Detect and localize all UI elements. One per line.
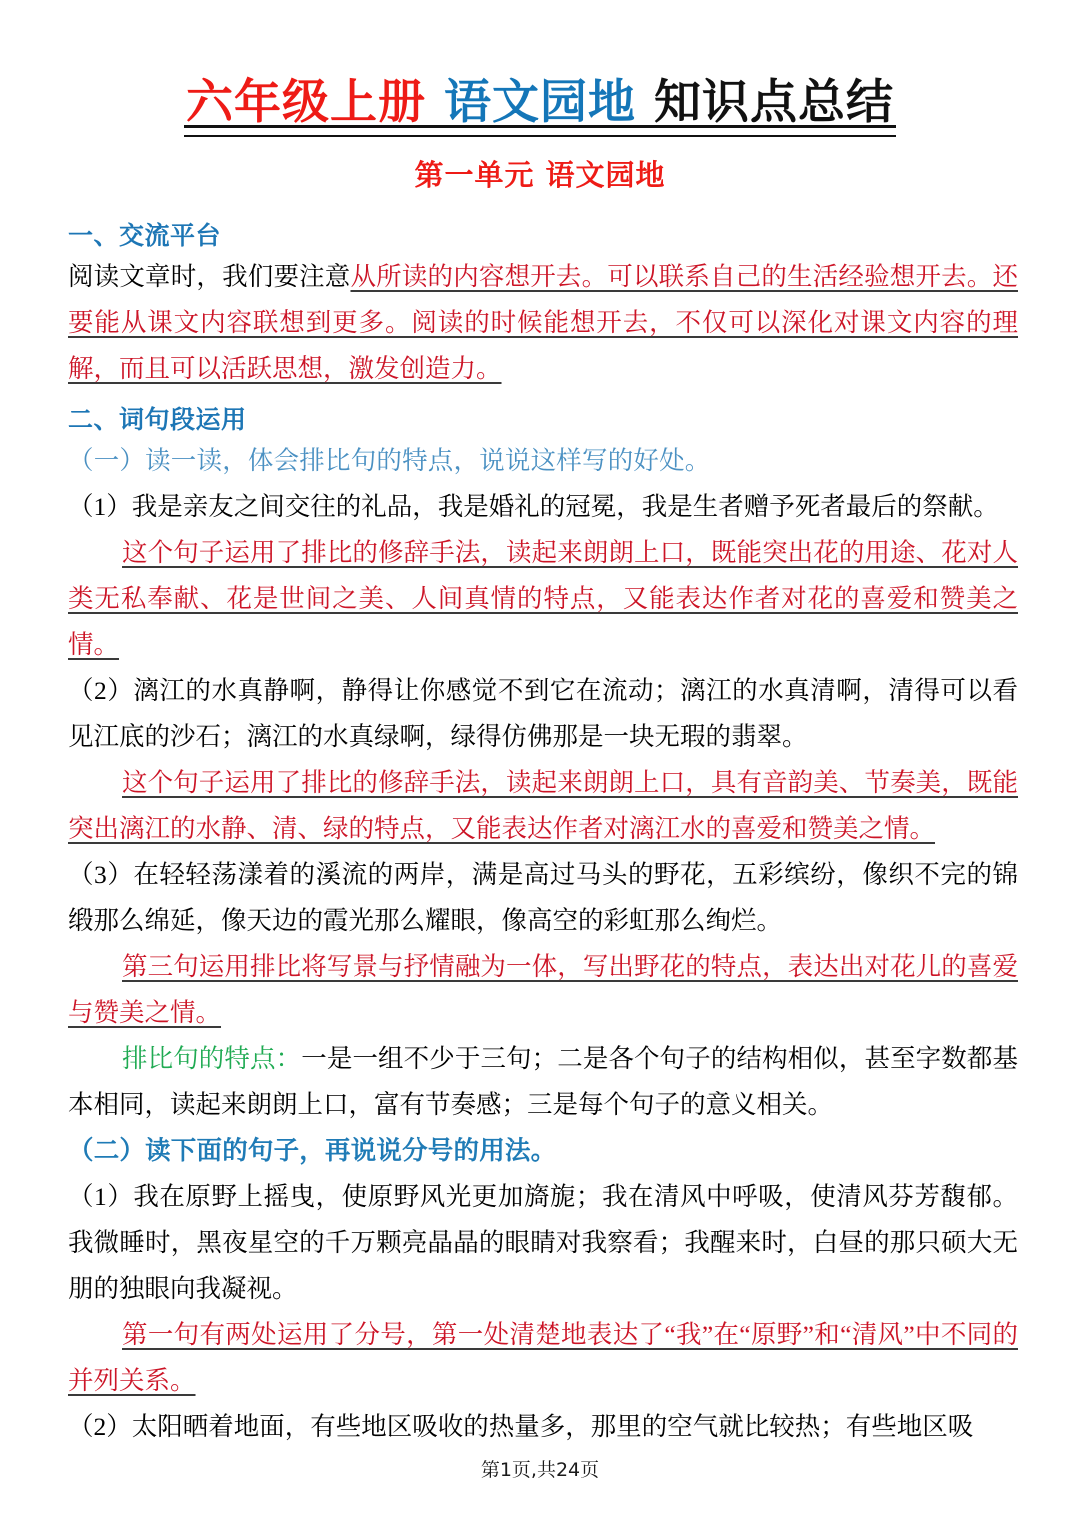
commentary-2-text: 这个句子运用了排比的修辞手法，读起来朗朗上口，具有音韵美、节奏美，既能突出漓江的水静、清、绿的特点，又能表达作者对漓江水的喜爱和赞美之情。 (68, 768, 1018, 844)
subsection-heading-one: （一）读一读，体会排比句的特点，说说这样写的好处。 (68, 446, 711, 476)
parallelism-feature-text: 一是一组不少于三句；二是各个句子的结构相似，甚至字数都基本相同，读起来朗朗上口，富有节奏感；三是每个句子的意义相关。 (68, 1044, 1018, 1120)
example-item-5: （2）太阳晒着地面，有些地区吸收的热量多，那里的空气就比较热；有些地区吸 (68, 1412, 974, 1442)
title-part-grade: 六年级上册 (186, 75, 426, 130)
example-item-3: （3）在轻轻荡漾着的溪流的两岸，满是高过马头的野花，五彩缤纷，像织不完的锦缎那么绵延，像天边的霞光那么耀眼，像高空的彩虹那么绚烂。 (68, 860, 1018, 936)
parallelism-feature-label: 排比句的特点 (122, 1044, 276, 1074)
unit-subtitle: 第一单元 语文园地 (414, 158, 666, 193)
parallelism-feature-paragraph (68, 1036, 1018, 1128)
section-heading-2: 二、词句段运用 (68, 405, 247, 435)
page-footer: 第1页,共24页 (480, 1459, 600, 1481)
commentary-1 (68, 530, 1018, 668)
commentary-2 (68, 760, 1018, 852)
section-1-red-text: 从所读的内容想开去。可以联系自己的生活经验想开去。还要能从课文内容联想到更多。阅读的时候能想开去，不仅可以深化对课文内容的理解，而且可以活跃思想，激发创造力。 (68, 262, 1018, 384)
commentary-4 (68, 1312, 1018, 1404)
page-title (0, 0, 1080, 137)
commentary-3-text: 第三句运用排比将写景与抒情融为一体，写出野花的特点，表达出对花儿的喜爱与赞美之情。 (68, 952, 1018, 1028)
commentary-3 (68, 944, 1018, 1036)
example-item-2: （2）漓江的水真静啊，静得让你感觉不到它在流动；漓江的水真清啊，清得可以看见江底的沙石；漓江的水真绿啊，绿得仿佛那是一块无瑕的翡翠。 (68, 676, 1018, 752)
section-1-black-text: 阅读文章时，我们要注意 (68, 262, 351, 292)
document-content (0, 194, 1080, 1450)
parallelism-feature-colon: ： (275, 1044, 302, 1074)
example-item-1: （1）我是亲友之间交往的礼品，我是婚礼的冠冕，我是生者赠予死者最后的祭献。 (68, 492, 999, 522)
title-part-summary: 知识点总结 (654, 75, 894, 130)
title-part-subject: 语文园地 (444, 75, 636, 130)
commentary-1-text: 这个句子运用了排比的修辞手法，读起来朗朗上口，既能突出花的用途、花对人类无私奉献、花是世间之美、人间真情的特点，又能表达作者对花的喜爱和赞美之情。 (68, 538, 1018, 660)
subsection-heading-two: （二）读下面的句子，再说说分号的用法。 (68, 1136, 557, 1166)
title-underline-group (184, 75, 896, 137)
example-item-4: （1）我在原野上摇曳，使原野风光更加旖旎；我在清风中呼吸，使清风芬芳馥郁。我微睡时，黑夜星空的千万颗亮晶晶的眼睛对我察看；我醒来时，白昼的那只硕大无朋的独眼向我凝视。 (68, 1182, 1018, 1304)
commentary-4-text: 第一句有两处运用了分号，第一处清楚地表达了“我”在“原野”和“清风”中不同的并列关系。 (68, 1320, 1018, 1396)
section-1-paragraph (68, 254, 1018, 392)
section-heading-1: 一、交流平台 (68, 221, 222, 251)
